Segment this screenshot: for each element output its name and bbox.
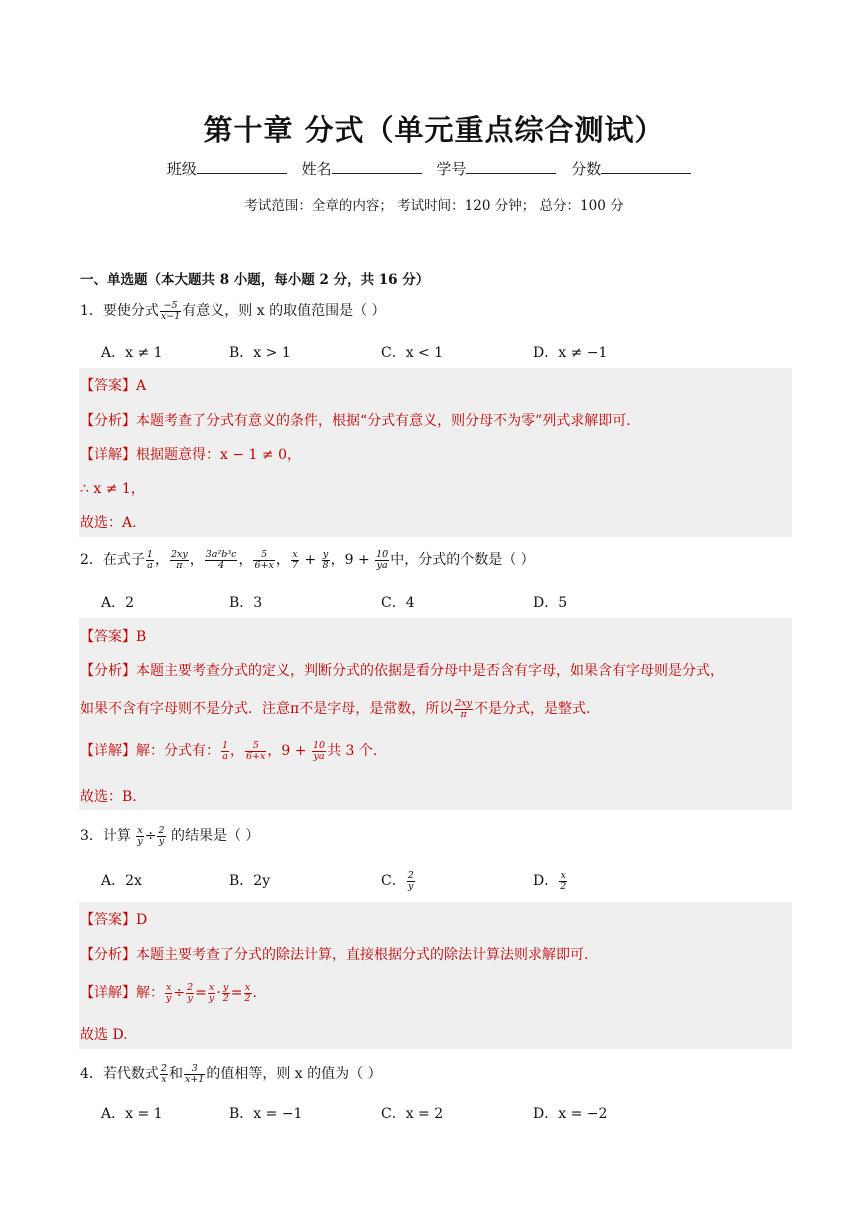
q2-answer: 【答案】B — [80, 629, 147, 645]
q2-detail-frac-3: $\frac{10}{ya}$ — [312, 739, 326, 762]
id-blank[interactable] — [466, 159, 556, 174]
q2-frac-3: $\frac{\text{3a²b³c}}{4}$ — [205, 548, 237, 571]
score-label: 分数 — [571, 160, 602, 178]
q1-text-post: 有意义，则 x 的取值范围是（ ） — [182, 303, 386, 319]
name-label: 姓名 — [301, 160, 332, 178]
q2-analysis-frac: $\frac{2xy}{\pi}$ — [455, 697, 472, 720]
q1-answer-block — [79, 368, 792, 537]
section-title: 一、单选题（本大题共 8 小题，每小题 2 分，共 16 分） — [80, 272, 430, 288]
page-title: 第十章 分式（单元重点综合测试） — [203, 113, 665, 147]
question-1 — [80, 300, 386, 321]
q2-frac-6: $\frac{y}{8}$ — [322, 548, 329, 571]
q3-option-b[interactable]: B．2y — [229, 873, 271, 889]
q2-nine-plus: 9 + — [344, 552, 370, 568]
q2-detail-frac-1: $\frac{1}{a}$ — [222, 739, 229, 762]
q1-option-d[interactable]: D．x ≠ −1 — [533, 345, 608, 361]
q4-text-post: 的值相等，则 x 的值为（ ） — [206, 1066, 382, 1082]
q3-option-c[interactable]: C． $\frac{2}{y}$ — [381, 869, 414, 892]
q4-frac-2: $\frac{3}{x+1}$ — [184, 1062, 205, 1085]
q4-option-d[interactable]: D．x = −2 — [533, 1106, 608, 1122]
q2-option-c[interactable]: C．4 — [381, 595, 415, 611]
q3-text-pre: 3．计算 — [80, 828, 131, 844]
q2-analysis-1: 【分析】本题主要考查分式的定义，判断分式的依据是看分母中是否含有字母，如果含有字母则是分式， — [80, 663, 724, 679]
q1-option-c[interactable]: C．x < 1 — [381, 345, 444, 361]
q2-text-post: 中，分式的个数是（ ） — [390, 552, 535, 568]
q2-option-a[interactable]: A．2 — [101, 595, 135, 611]
class-blank[interactable] — [197, 159, 287, 174]
q2-frac-7: $\frac{10}{ya}$ — [376, 548, 389, 571]
class-label: 班级 — [166, 160, 197, 178]
q3-frac-x-y: $\frac{x}{y}$ — [137, 824, 143, 847]
q4-text-pre: 4．若代数式 — [80, 1066, 159, 1082]
q2-conclusion: 故选：B. — [80, 789, 137, 805]
q3-answer: 【答案】D — [80, 912, 148, 928]
q4-frac-1: $\frac{2}{x}$ — [160, 1062, 167, 1085]
q2-detail-frac-2: $\frac{5}{6+x}$ — [246, 739, 266, 762]
q1-text-pre: 1．要使分式 — [80, 303, 159, 319]
q4-option-c[interactable]: C．x = 2 — [381, 1106, 444, 1122]
q2-analysis-2: 如果不含有字母则不是分式．注意π不是字母，是常数，所以 $\frac{2xy}{\pi}$ 不是分式，是整式. — [80, 697, 591, 720]
id-label: 学号 — [436, 160, 467, 178]
q1-detail: 【详解】根据题意得：x − 1 ≠ 0， — [80, 447, 301, 463]
student-info-row — [0, 158, 868, 179]
q3-text-post: 的结果是（ ） — [170, 828, 260, 844]
q3-detail: 【详解】解： $\frac{x}{y}$ ÷ $\frac{2}{y}$ = $\frac{x}{y}$ · $\frac{y}{2}$ = $\frac{x}{2}$ . — [80, 981, 257, 1004]
q2-option-b[interactable]: B．3 — [229, 595, 263, 611]
q4-option-a[interactable]: A．x = 1 — [101, 1106, 163, 1122]
q4-text-mid: 和 — [168, 1066, 183, 1082]
q1-answer: 【答案】A — [80, 378, 147, 394]
q1-conclusion: 故选：A. — [80, 515, 137, 531]
question-4 — [80, 1063, 382, 1084]
q2-detail: 【详解】解：分式有： $\frac{1}{a}$ ， $\frac{5}{6+x}$ ，9 + $\frac{10}{ya}$ 共 3 个. — [80, 739, 378, 762]
q2-frac-4: $\frac{5}{6+x}$ — [254, 548, 274, 571]
q2-text-pre: 2．在式子 — [80, 552, 145, 568]
q1-step: ∴ x ≠ 1， — [80, 481, 145, 497]
q2-frac-1: $\frac{1}{a}$ — [146, 548, 153, 571]
q2-frac-5: $\frac{x}{7}$ — [291, 548, 298, 571]
q1-fraction: $\frac{-5}{x-1}$ — [160, 299, 181, 322]
exam-scope: 考试范围：全章的内容； 考试时间：120 分钟； 总分：100 分 — [244, 198, 624, 214]
q2-option-d[interactable]: D．5 — [533, 595, 568, 611]
question-2: 2．在式子 $\frac{1}{a}$ ， $\frac{2xy}{\pi}$ ， $\frac{\text{3a²b³c}}{4}$ ， $\frac{5}{6+x}$ ， $\frac{x}{7}$ + $\frac{y}{8}$ ，9 + $\frac{10}{ya}$ 中，分式的个数是（ ） — [80, 548, 535, 571]
q2-frac-2: $\frac{2xy}{\pi}$ — [170, 548, 188, 571]
q1-option-b[interactable]: B．x > 1 — [229, 345, 291, 361]
q1-option-a[interactable]: A．x ≠ 1 — [101, 345, 163, 361]
q4-option-b[interactable]: B．x = −1 — [229, 1106, 303, 1122]
q2-answer-block — [79, 618, 792, 810]
q3-option-a[interactable]: A．2x — [101, 873, 142, 889]
score-blank[interactable] — [601, 159, 691, 174]
q3-conclusion: 故选 D. — [80, 1027, 128, 1043]
q3-frac-2-y: $\frac{2}{y}$ — [158, 824, 165, 847]
name-blank[interactable] — [332, 159, 422, 174]
q3-answer-block — [79, 902, 792, 1049]
q3-analysis: 【分析】本题主要考查了分式的除法计算，直接根据分式的除法计算法则求解即可. — [80, 947, 589, 963]
q1-analysis: 【分析】本题考查了分式有意义的条件，根据“分式有意义，则分母不为零”列式求解即可. — [80, 413, 631, 429]
question-3: 3．计算 $\frac{x}{y}$ ÷ $\frac{2}{y}$ 的结果是（ ） — [80, 824, 260, 847]
q3-option-d[interactable]: D． $\frac{x}{2}$ — [533, 869, 567, 892]
